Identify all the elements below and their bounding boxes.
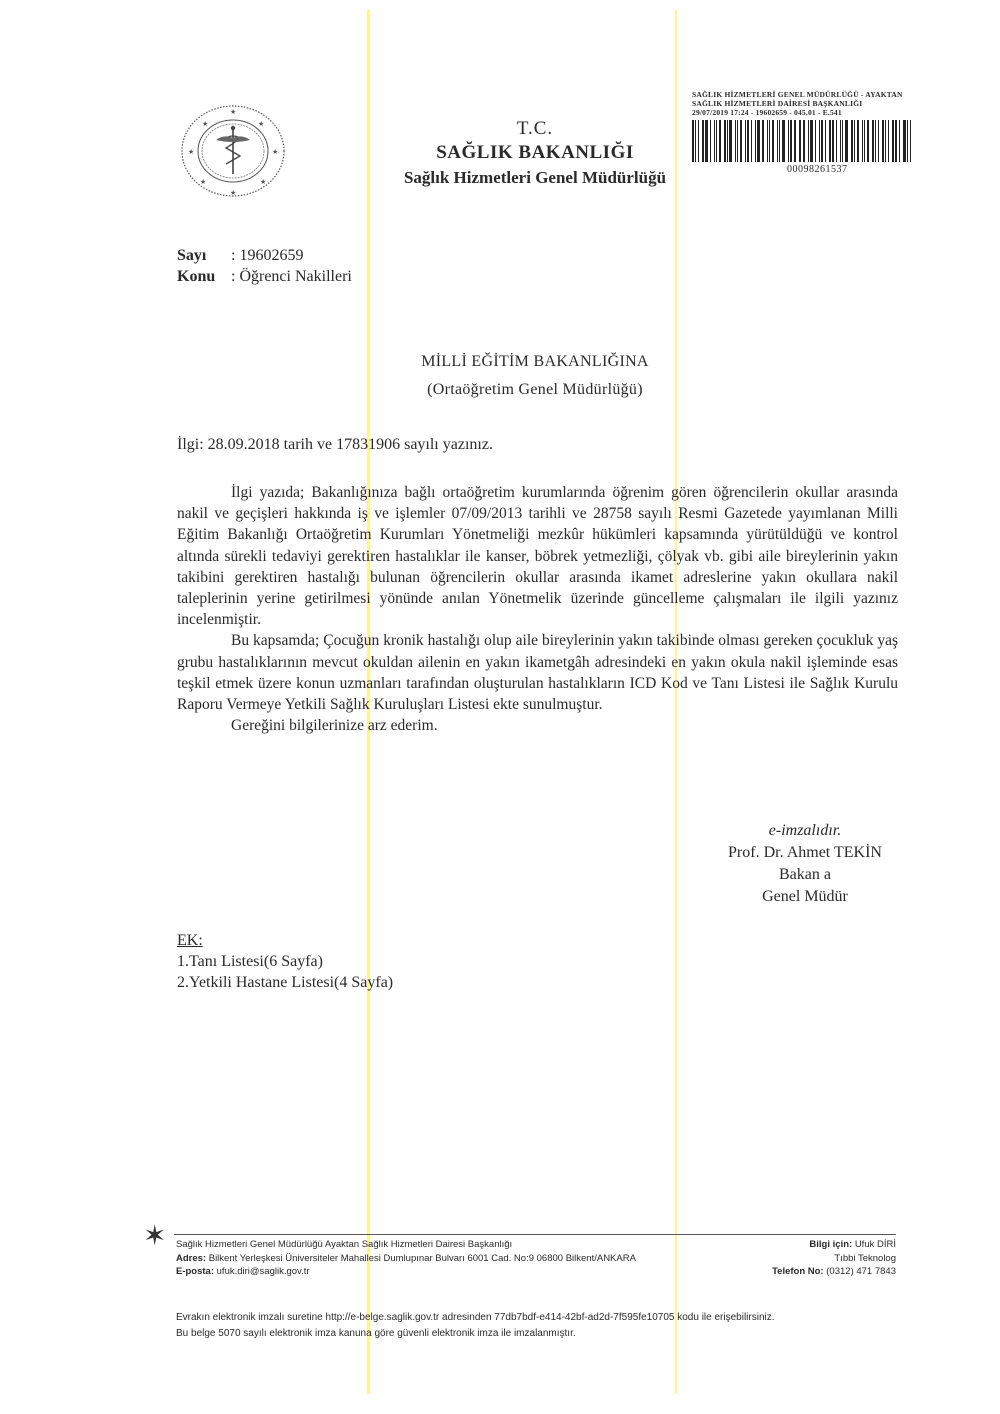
barcode-bar [719,120,721,162]
barcode-bar [875,120,876,162]
barcode-bar [769,120,770,162]
stamp-line-3: 29/07/2019 17:24 - 19602659 - 045.01 - E.541 [692,108,842,117]
barcode-bar [832,120,834,162]
barcode-bar [864,120,865,162]
barcode-bar [825,120,826,162]
document-header [330,118,740,188]
stamp-line-1: SAĞLIK HİZMETLERİ GENEL MÜDÜRLÜĞÜ - AYAKTAN [692,90,903,99]
barcode-bar [698,120,699,162]
barcode-bar [772,120,774,162]
svg-text:★: ★ [188,148,195,156]
barcode-bar [729,120,732,162]
svg-text:★: ★ [200,178,207,186]
barcode-bar [810,120,813,162]
verification-line-1: Evrakın elektronik imzalı suretine http://e-belge.saglik.gov.tr adresinden 77db7bdf-e414-42bf-ad2d-7f595fe10705 kodu ile erişebilirsiniz. [176,1312,775,1323]
attachment-item: 2.Yetkili Hastane Listesi(4 Sayfa) [177,974,394,991]
barcode-number: 00098261537 [787,164,848,175]
signer-name: Prof. Dr. Ahmet TEKİN [728,844,882,861]
barcode-bar [857,120,859,162]
barcode-bar [757,120,760,162]
konu-value: : Öğrenci Nakilleri [231,268,352,285]
barcode-bar [735,120,736,162]
footer-info-label: Bilgi için: [809,1239,853,1250]
footer-star-icon: ✶ [143,1219,167,1252]
barcode [692,120,914,162]
barcode-bar [907,120,908,162]
barcode-bar [767,120,768,162]
stamp-line-2: SAĞLIK HİZMETLERİ DAİRESİ BAŞKANLIĞI [692,99,863,108]
footer-email: ufuk.diri@saglik.gov.tr [216,1266,310,1277]
barcode-bar [840,120,841,162]
barcode-bar [888,120,889,162]
svg-text:★: ★ [230,189,237,197]
barcode-bar [851,120,853,162]
barcode-bar [815,120,816,162]
barcode-bar [702,120,704,162]
svg-text:★: ★ [258,120,265,128]
footer-left [176,1238,766,1279]
document-meta [177,245,352,287]
footer-info-name: Ufuk DİRİ [854,1239,896,1250]
attachments-label: EK: [177,932,203,949]
barcode-bar [882,120,884,162]
barcode-bar [895,120,897,162]
barcode-bar [745,120,746,162]
barcode-bar [762,120,764,162]
footer-address: Bilkent Yerleşkesi Üniversiteler Mahallesi Dumlupınar Bulvarı 6001 Cad. No:9 06800 Bilkent/ANKARA [208,1252,636,1264]
signer-title-1: Bakan a [779,866,831,883]
addressee-line-1: MİLLİ EĞİTİM BAKANLIĞINA [421,353,649,370]
addressee [330,348,740,404]
sayi-row [177,245,352,266]
header-directorate: Sağlık Hizmetleri Genel Müdürlüğü [403,168,667,187]
barcode-bar [794,120,796,162]
barcode-bar [878,120,879,162]
barcode-bar [724,120,726,162]
header-ministry: SAĞLIK BAKANLIĞI [436,142,634,163]
barcode-bar [862,120,863,162]
barcode-bar [751,120,752,162]
footer-address-label: Adres: [176,1252,207,1264]
sayi-label: Sayı [177,247,207,264]
barcode-bar [714,120,715,162]
svg-text:★: ★ [202,120,209,128]
footer-address-row [176,1252,766,1266]
barcode-bar [854,120,855,162]
header-tc: T.C. [516,118,554,139]
ministry-seal-logo [180,104,286,198]
footer-email-label: E-posta: [176,1266,214,1277]
barcode-bar [755,120,756,162]
barcode-bar [716,120,717,162]
barcode-bar [803,120,805,162]
svg-text:★: ★ [230,108,237,116]
footer-info-row [720,1238,896,1252]
barcode-bar [705,120,708,162]
barcode-bar [867,120,869,162]
esignature-note: e-imzalıdır. [768,822,842,839]
barcode-bar [710,120,711,162]
footer-phone-label: Telefon No: [772,1266,824,1277]
verification-note [176,1310,906,1342]
body-paragraph-1: İlgi yazıda; Bakanlığınıza bağlı ortaöğretim kurumlarında öğrenim gören öğrencilerin okullar arasında nakil ve geçişleri hakkında iş ve işlemler 07/09/2013 tarihli ve 28758 sayılı Resmi Gazetede yayımlanan Milli Eğitim Bakanlığı Ortaöğretim Kurumları Yönetmeliği mezkûr hükümleri kapsamında yürütüldüğü ve kontrol altında sürekli tedaviyi gerektiren hastalıklar ile kanser, böbrek yetmezliği, çölyak vb. gibi aile bireylerinin yakın takibini gerektiren hastalığı bulunan öğrencilerin okullar arasında ikamet adreslerine yakın okullara nakil taleplerinin yerine getirilmesi yönünde anılan Yönetmelik üzerinde güncelleme çalışmaları ile ilgili yazınız incelenmiştir. [177,484,898,629]
konu-row [177,266,352,287]
registry-stamp [692,90,942,175]
barcode-bar [836,120,837,162]
barcode-bar [799,120,800,162]
barcode-bar [727,120,728,162]
barcode-bar [692,120,694,162]
barcode-bar [740,120,742,162]
barcode-bar [819,120,820,162]
barcode-bar [910,120,911,162]
barcode-bar [779,120,780,162]
footer-divider [174,1234,896,1235]
barcode-bar [777,120,778,162]
barcode-bar [892,120,894,162]
footer-info-title: Tıbbi Teknolog [834,1252,896,1264]
reference-line: İlgi: 28.09.2018 tarih ve 17831906 sayılı yazınız. [177,436,493,453]
footer-phone: (0312) 471 7843 [826,1266,896,1277]
footer-email-row [176,1265,766,1279]
barcode-bar [800,120,801,162]
barcode-bar [737,120,738,162]
barcode-bar [695,120,696,162]
barcode-bar [903,120,906,162]
barcode-bar [845,120,848,162]
barcode-bar [885,120,886,162]
svg-text:★: ★ [260,178,267,186]
footer-right [720,1238,896,1279]
body-paragraph-2: Bu kapsamda; Çocuğun kronik hastalığı olup aile bireylerinin yakın takibinde olması gereken çocukluk yaş grubu hastalıklarının mevcut okuldan ailenin en yakın ikametgâh adresindeki en yakın okula nakil işleminde esas teşkil etmek üzere konun uzmanları tarafından oluşturulan hastalıkların ICD Kod ve Tanı Listesi ile Sağlık Kurulu Raporu Vermeye Yetkili Sağlık Kuruluşları Listesi ekte sunulmuştur. [177,632,898,714]
signature-block [700,820,910,908]
barcode-bar [829,120,831,162]
barcode-bar [788,120,789,162]
barcode-bar [842,120,843,162]
svg-text:★: ★ [272,148,279,156]
signer-title-2: Genel Müdür [762,888,848,905]
barcode-bar [747,120,749,162]
konu-label: Konu [177,268,216,285]
verification-line-2: Bu belge 5070 sayılı elektronik imza kanuna göre güvenli elektronik imza ile imzalanmıştır. [176,1328,576,1339]
attachment-item: 1.Tanı Listesi(6 Sayfa) [177,953,323,970]
barcode-bar [899,120,900,162]
footer-unit: Sağlık Hizmetleri Genel Müdürlüğü Ayaktan Sağlık Hizmetleri Dairesi Başkanlığı [176,1239,513,1250]
barcode-bar [821,120,823,162]
footer-phone-row [720,1265,896,1279]
addressee-line-2: (Ortaöğretim Genel Müdürlüğü) [427,381,643,398]
letter-body [177,482,898,736]
barcode-bar [872,120,875,162]
sayi-value: : 19602659 [231,247,304,264]
barcode-bar [782,120,785,162]
attachments [177,930,393,993]
body-paragraph-3: Gereğini bilgilerinize arz ederim. [231,717,438,735]
barcode-bar [808,120,809,162]
barcode-bar [790,120,792,162]
